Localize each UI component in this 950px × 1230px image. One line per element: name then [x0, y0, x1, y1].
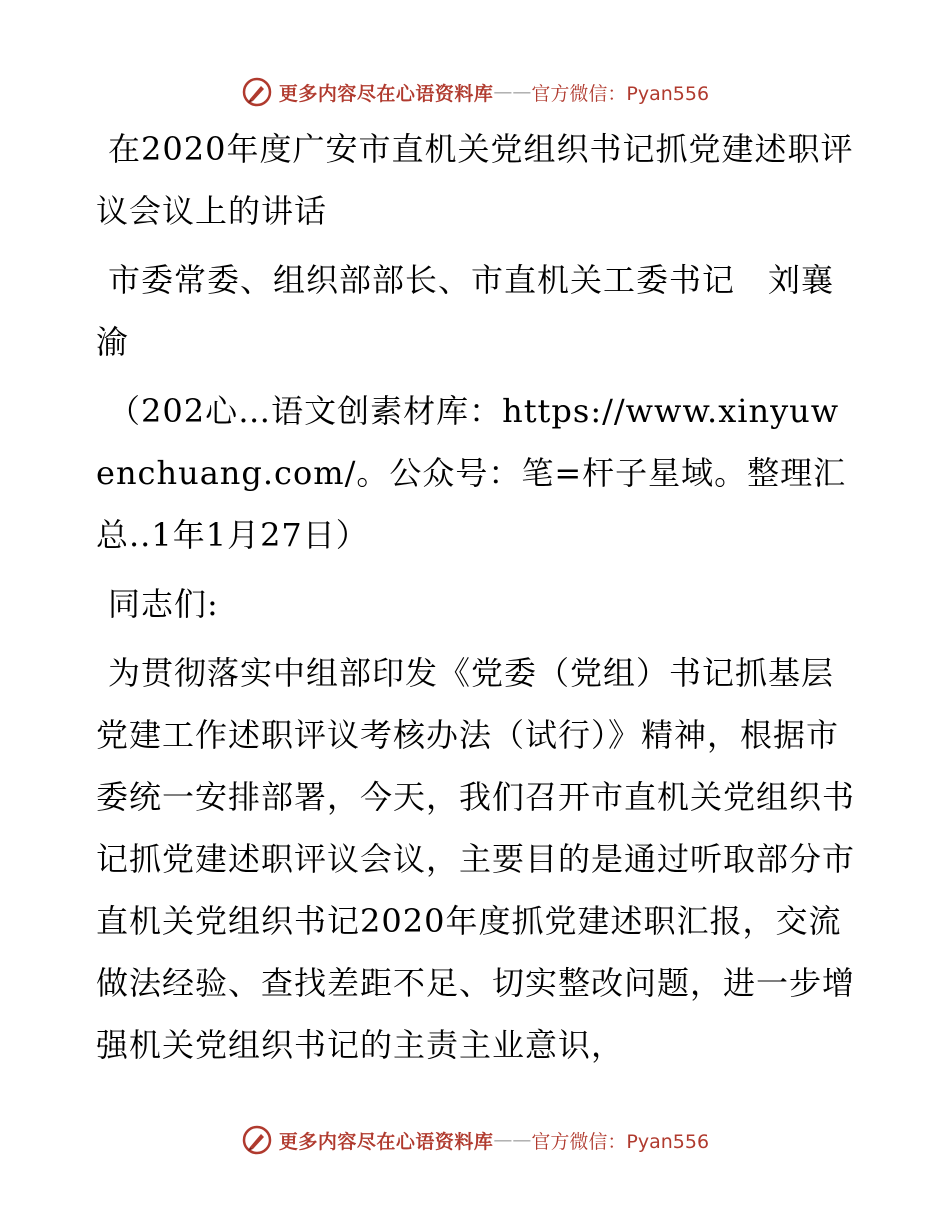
document-title: 在2020年度广安市直机关党组织书记抓党建述职评议会议上的讲话: [96, 130, 854, 230]
banner-text: 更多内容尽在心语资料库: [278, 1130, 494, 1153]
pen-logo-icon: [241, 76, 273, 108]
banner-wechat: 官方微信：Pyan556: [531, 1130, 710, 1153]
document-author: 市委常委、组织部部长、市直机关工委书记 刘襄渝: [96, 261, 835, 361]
banner-wechat: 官方微信：Pyan556: [531, 82, 710, 105]
document-date-note: （202心…语文创素材库：https://www.xinyuwenchuang.com/。公众号：笔=杆子星域。整理汇总..1年1月27日）: [96, 392, 847, 554]
document-body: [96, 118, 856, 1083]
pen-logo-icon: [241, 1124, 273, 1156]
body-paragraph: 为贯彻落实中组部印发《党委（党组）书记抓基层党建工作述职评议考核办法（试行）》精神，根据市委统一安排部署，今天，我们召开市直机关党组织书记抓党建述职评议会议，主要目的是通过听取部分市直机关党组织书记2020年度抓党建述职汇报，交流做法经验、查找差距不足、切实整改问题，进一步增强机关党组织书记的主责主业意识，: [96, 654, 856, 1064]
header-banner: [0, 72, 950, 112]
salutation: 同志们:: [108, 585, 219, 623]
banner-text: 更多内容尽在心语资料库: [278, 82, 494, 105]
banner-separator: ——: [493, 1129, 532, 1151]
banner-separator: ——: [493, 81, 532, 103]
footer-banner: [0, 1120, 950, 1160]
